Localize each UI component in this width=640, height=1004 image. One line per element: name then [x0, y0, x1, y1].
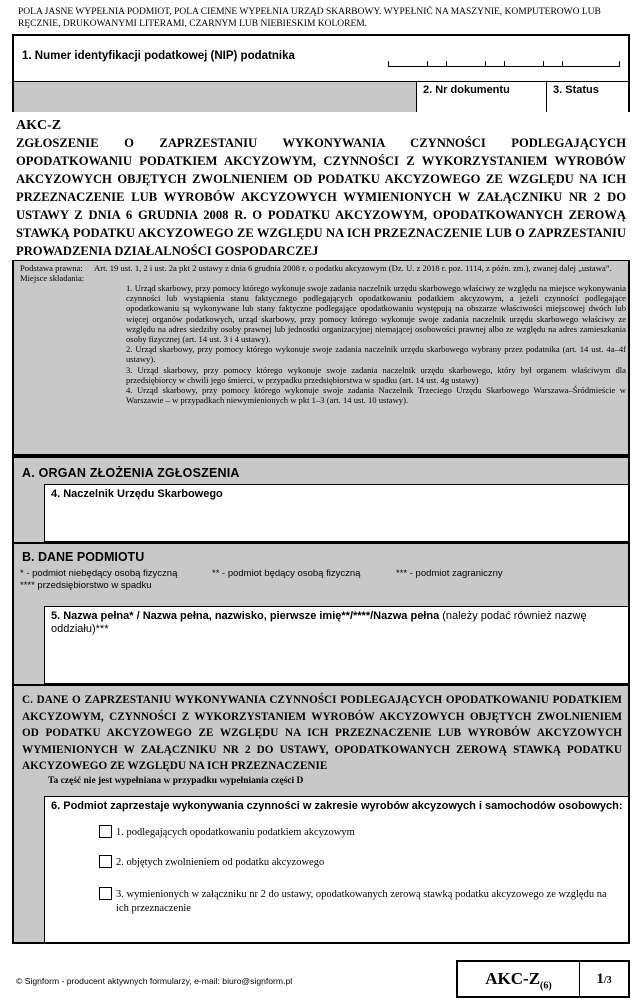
checkbox[interactable]: [99, 825, 112, 838]
note-foreign-entity: *** - podmiot zagraniczny: [396, 568, 503, 579]
checkbox[interactable]: [99, 855, 112, 868]
legal-basis-text: Art. 19 ust. 1, 2 i ust. 2a pkt 2 ustawy z dnia 6 grudnia 2008 r. o podatku akcyzowym (Dz. U. z 2018 r. poz. 1114, z późn. zm.), zwanej dalej „ustawa”.: [94, 263, 612, 273]
tax-office-label: 4. Naczelnik Urzędu Skarbowego: [51, 488, 223, 500]
section-c-note: Ta część nie jest wypełniana w przypadku wypełniania części D: [48, 776, 304, 786]
legal-basis-box: [12, 260, 630, 456]
document-number-label: 2. Nr dokumentu: [423, 84, 510, 96]
checkbox[interactable]: [99, 887, 112, 900]
section-c-header: [12, 684, 630, 796]
form-title: ZGŁOSZENIE O ZAPRZESTANIU WYKONYWANIA CZYNNOŚCI PODLEGAJĄCYCH OPODATKOWANIU PODATKIEM AKCYZOWYM, CZYNNOŚCI Z WYKORZYSTANIEM WYROBÓW AKCYZOWYCH OBJĘTYCH ZWOLNIENIEM OD PODATKU AKCYZOWEGO ZE WZGLĘDU NA ICH PRZEZNACZENIE LUB WYROBÓW AKCYZOWYCH WYMIENIONYCH W ZAŁĄCZNIKU NR 2 DO USTAWY Z DNIA 6 GRUDNIA 2008 R. O PODATKU AKCYZOWYM, OPODATKOWANYCH ZEROWĄ STAWKĄ PODATKU AKCYZOWEGO ZE WZGLĘDU NA ICH PRZEZNACZENIE LUB O ZAPRZESTANIU PROWADZENIA DZIAŁALNOŚCI GOSPODARCZEJ: [16, 136, 626, 258]
section-b-margin: [12, 606, 44, 684]
list-item: 1. Urząd skarbowy, przy pomocy którego wykonuje swoje zadania naczelnik urzędu skarbowego właściwy ze względu na miejsce wykonywania czynności lub wystąpienia stanu faktycznego podlegających opodatkowaniu podatkiem akcyzowym, a jeżeli czynności podlegające opodatkowaniu są wykonywane lub stany faktyczne podlegające opodatkowaniu występują na obszarze właściwości miejscowej dwóch lub więcej organów podatkowych, urząd skarbowy, przy pomocy którego wykonuje swoje zadania naczelnik urzędu skarbowego właściwy ze względu na adres siedziby osoby prawnej lub jednostki organizacyjnej niemającej osobowości prawnej albo ze względu na adres zamieszkania osoby fizycznej (art. 14 ust. 3 i 4 ustawy).: [126, 283, 626, 345]
note-legal-entity: * - podmiot niebędący osobą fizyczną: [20, 568, 178, 579]
header-instructions: POLA JASNE WYPEŁNIA PODMIOT, POLA CIEMNE WYPEŁNIA URZĄD SKARBOWY. WYPEŁNIĆ NA MASZYNIE, KOMPUTEROWO LUB RĘCZNIE, DRUKOWANYMI LITERAMI, CZARNYM LUB NIEBIESKIM KOLOREM.: [18, 7, 601, 29]
section-a-header: [12, 456, 630, 484]
note-natural-person: ** - podmiot będący osobą fizyczną: [212, 568, 361, 579]
submission-place-label: Miejsce składania:: [20, 273, 85, 283]
footer-form-code: AKC-$Z_{(6)}$: [458, 962, 580, 996]
note-estate: **** przedsiębiorstwo w spadku: [20, 580, 152, 591]
list-item: 3. Urząd skarbowy, przy pomocy którego wykonuje swoje zadania naczelnik urzędu skarbowego, który był organem właściwym dla przedsiębiorcy w chwili jego śmierci, w przypadku przedsiębiorstwa w spadku (art. 14 ust. 4g ustawy): [126, 364, 626, 385]
full-name-label: 5. Nazwa pełna* / Nazwa pełna, nazwisko, pierwsze imię**/****/Nazwa pełna (należy podać również nazwę oddziału)***: [51, 610, 587, 635]
nip-tick: [619, 61, 620, 67]
top-identification-box: [12, 34, 630, 112]
page-number: 1/3: [596, 971, 612, 987]
section-b-title: B. DANE PODMIOTU: [22, 550, 145, 564]
section-a-title: A. ORGAN ZŁOŻENIA ZGŁOSZENIA: [22, 466, 240, 480]
full-name-field[interactable]: [44, 606, 630, 684]
list-item: 4. Urząd skarbowy, przy pomocy którego wykonuje swoje zadania Naczelnik Trzeciego Urzędu Skarbowego Warszawa–Śródmieście w Warszawie – w przypadkach niewymienionych w pkt 1–3 (art. 14 ust. 10 ustawy).: [126, 385, 626, 406]
nip-tick: [446, 61, 447, 67]
nip-tick: [543, 61, 544, 67]
status-field[interactable]: [546, 82, 628, 112]
section-c-title: C. DANE O ZAPRZESTANIU WYKONYWANIA CZYNNOŚCI PODLEGAJĄCYCH OPODATKOWANIU PODATKIEM AKCYZOWYM, CZYNNOŚCI Z WYKORZYSTANIEM WYROBÓW AKCYZOWYCH OBJĘTYCH ZWOLNIENIEM OD PODATKU AKCYZOWEGO ZE WZGLĘDU NA ICH PRZEZNACZENIE LUB WYROBÓW AKCYZOWYCH WYMIENIONYCH W ZAŁĄCZNIKU NR 2 DO USTAWY, OPODATKOWANYCH ZEROWĄ STAWKĄ PODATKU AKCYZOWEGO ZE WZGLĘDU NA ICH PRZEZNACZENIE: [22, 694, 622, 772]
nip-field[interactable]: [14, 36, 628, 82]
nip-label: 1. Numer identyfikacji podatkowej (NIP) podatnika: [22, 50, 295, 62]
legal-basis-label: Podstawa prawna:: [20, 263, 83, 273]
option-label: 2. objętych zwolnieniem od podatku akcyzowego: [116, 857, 325, 868]
nip-tick: [485, 61, 486, 67]
submission-place-list: [126, 283, 626, 405]
nip-tick: [504, 61, 505, 67]
office-use-area: [14, 82, 416, 112]
document-number-field[interactable]: [416, 82, 546, 112]
list-item: 2. Urząd skarbowy, przy pomocy którego wykonuje swoje zadania naczelnik urzędu skarbowego wybrany przez podatnika (art. 14 ust. 4a–4f ustawy).: [126, 344, 626, 365]
cessation-scope-field: [44, 796, 630, 944]
nip-tick: [388, 61, 389, 67]
footer-copyright: © Signform - producent aktywnych formularzy, e-mail: biuro@signform.pl: [16, 976, 293, 986]
nip-tick: [427, 61, 428, 67]
section-a-margin: [12, 484, 44, 542]
section-b-header: [12, 542, 630, 606]
form-code: AKC-Z: [16, 118, 62, 133]
status-label: 3. Status: [553, 84, 599, 96]
nip-tick: [562, 61, 563, 67]
section-c-margin: [12, 796, 44, 944]
option-label: 1. podlegających opodatkowaniu podatkiem akcyzowym: [116, 827, 355, 838]
cessation-scope-label: 6. Podmiot zaprzestaje wykonywania czynności w zakresie wyrobów akcyzowych i samochodów osobowych:: [51, 800, 623, 812]
footer-form-id: [456, 960, 630, 998]
tax-office-field[interactable]: [44, 484, 630, 542]
option-label: 3. wymienionych w załączniku nr 2 do ustawy, opodatkowanych zerową stawką podatku akcyzowego ze względu na ich przeznaczenie: [116, 889, 607, 914]
